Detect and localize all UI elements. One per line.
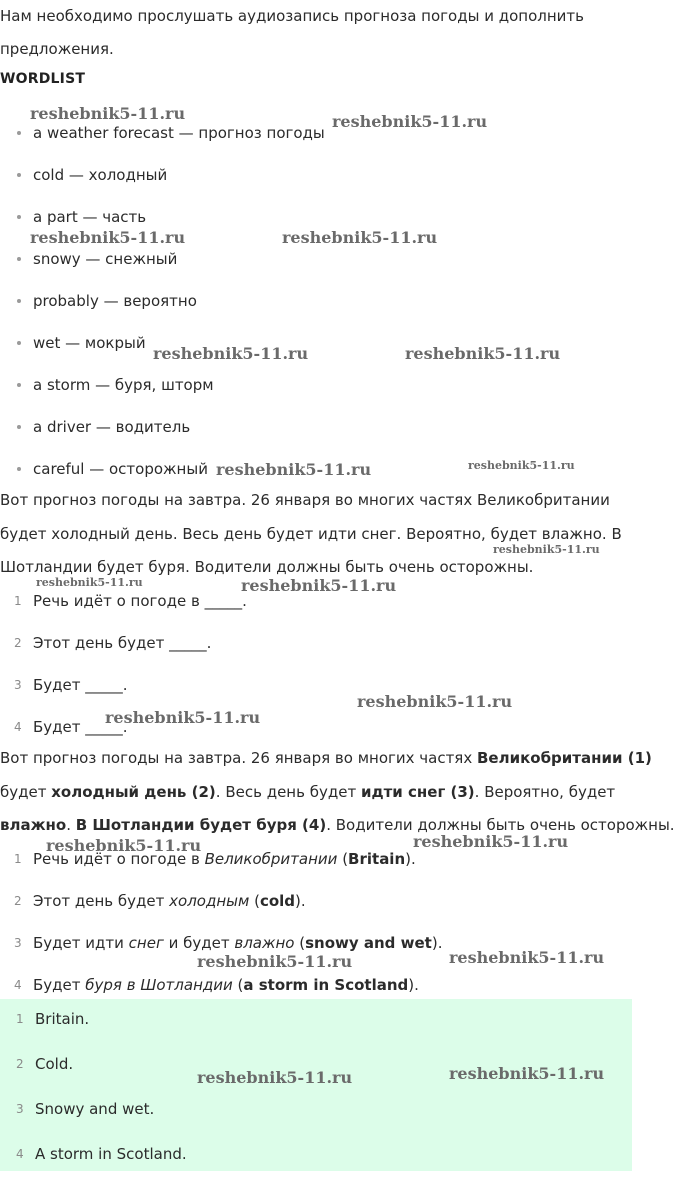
watermark: reshebnik5-11.ru <box>216 460 372 479</box>
list-item: 2 Этот день будет _____. <box>14 634 212 652</box>
text-line-1: Вот прогноз погоды на завтра. 26 января во многих частях Великобритании <box>0 491 610 509</box>
bullet-icon <box>17 425 21 429</box>
list-item: 2 Этот день будет холодным (cold). <box>14 892 306 910</box>
highlighted-line-1: Вот прогноз погоды на завтра. 26 января во многих частях Великобритании (1) <box>0 749 652 767</box>
text-line-3: Шотландии будет буря. Водители должны быть очень осторожны. <box>0 558 534 576</box>
bullet-icon <box>17 173 21 177</box>
watermark: reshebnik5-11.ru <box>197 952 353 971</box>
list-item: probably — вероятно <box>33 291 197 311</box>
watermark: reshebnik5-11.ru <box>46 836 202 855</box>
text-line-2: будет холодный день. Весь день будет идти снег. Вероятно, будет влажно. В <box>0 525 622 543</box>
intro-line-1: Нам необходимо прослушать аудиозапись прогноза погоды и дополнить <box>0 7 584 25</box>
watermark: reshebnik5-11.ru <box>36 576 143 589</box>
list-item: careful — осторожный <box>33 459 208 479</box>
bullet-icon <box>17 341 21 345</box>
highlighted-line-3: влажно. В Шотландии будет буря (4). Водители должны быть очень осторожны. <box>0 816 675 834</box>
list-item: snowy — снежный <box>33 249 177 269</box>
list-item: a storm — буря, шторм <box>33 375 214 395</box>
list-item: 1 Речь идёт о погоде в Великобритании (Britain). <box>14 850 416 868</box>
bullet-icon <box>17 257 21 261</box>
wordlist-heading: WORDLIST <box>0 71 86 87</box>
list-item: 3 Будет _____. <box>14 676 128 694</box>
bullet-icon <box>17 299 21 303</box>
bullet-icon <box>17 131 21 135</box>
watermark: reshebnik5-11.ru <box>332 112 488 131</box>
watermark: reshebnik5-11.ru <box>197 1068 353 1087</box>
watermark: reshebnik5-11.ru <box>30 104 186 123</box>
list-item: 4 A storm in Scotland. <box>16 1145 187 1163</box>
list-item: wet — мокрый <box>33 333 146 353</box>
bullet-icon <box>17 383 21 387</box>
list-item: a part — часть <box>33 207 146 227</box>
list-item: a weather forecast — прогноз погоды <box>33 123 325 143</box>
list-item: cold — холодный <box>33 165 167 185</box>
intro-line-2: предложения. <box>0 40 114 58</box>
list-item: 1 Britain. <box>16 1010 90 1028</box>
list-item: 4 Будет _____. <box>14 718 128 736</box>
watermark: reshebnik5-11.ru <box>105 708 261 727</box>
watermark: reshebnik5-11.ru <box>449 948 605 967</box>
watermark: reshebnik5-11.ru <box>30 228 186 247</box>
list-item: 4 Будет буря в Шотландии (a storm in Scotland). <box>14 976 419 994</box>
list-item: 1 Речь идёт о погоде в _____. <box>14 592 247 610</box>
watermark: reshebnik5-11.ru <box>282 228 438 247</box>
watermark: reshebnik5-11.ru <box>241 576 397 595</box>
watermark: reshebnik5-11.ru <box>468 459 575 472</box>
watermark: reshebnik5-11.ru <box>449 1064 605 1083</box>
bullet-icon <box>17 215 21 219</box>
list-item: a driver — водитель <box>33 417 190 437</box>
watermark: reshebnik5-11.ru <box>493 543 600 556</box>
watermark: reshebnik5-11.ru <box>153 344 309 363</box>
watermark: reshebnik5-11.ru <box>413 832 569 851</box>
highlighted-line-2: будет холодный день (2). Весь день будет идти снег (3). Вероятно, будет <box>0 783 616 801</box>
watermark: reshebnik5-11.ru <box>357 692 513 711</box>
list-item: 2 Cold. <box>16 1055 74 1073</box>
watermark: reshebnik5-11.ru <box>405 344 561 363</box>
list-item: 3 Snowy and wet. <box>16 1100 155 1118</box>
list-item: 3 Будет идти снег и будет влажно (snowy and wet). <box>14 934 443 952</box>
bullet-icon <box>17 467 21 471</box>
